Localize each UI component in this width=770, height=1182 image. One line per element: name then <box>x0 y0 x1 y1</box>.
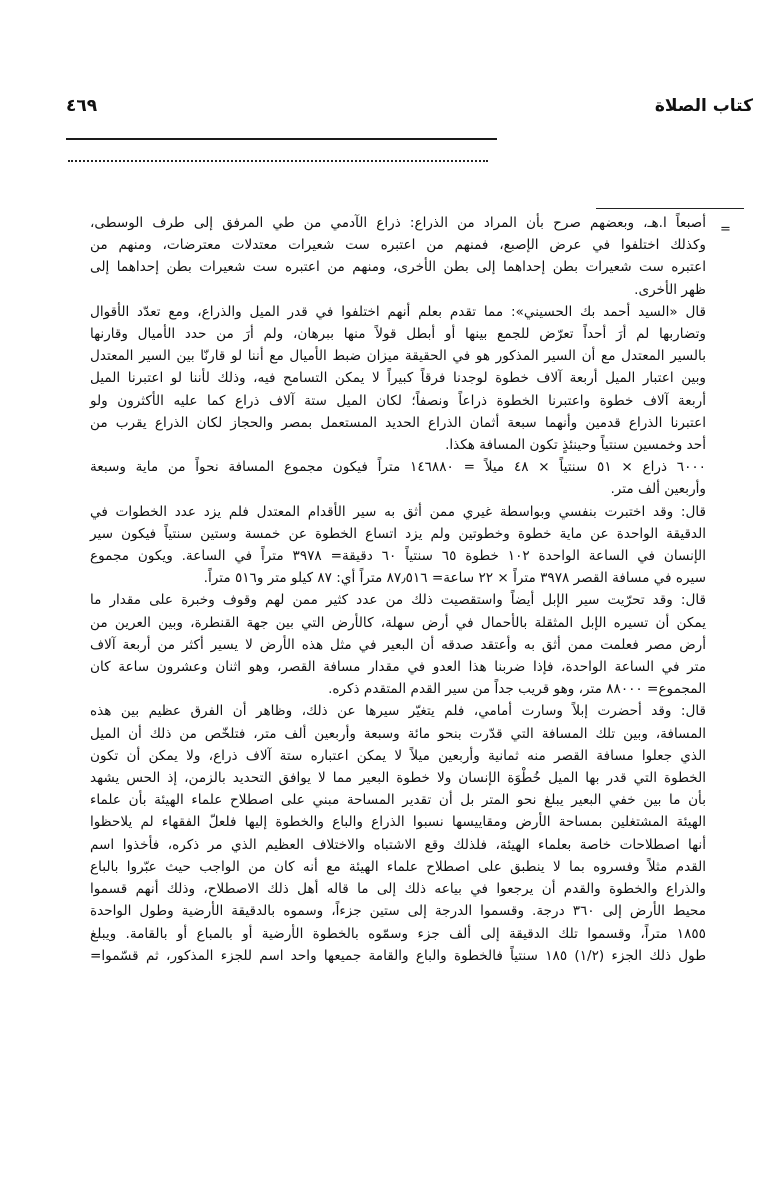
text-line: سيره في مسافة القصر ٣٩٧٨ متراً × ٢٢ ساعة= ٨٧٫٥١٦ متراً أي: ٨٧ كيلو متر و٥١٦ متراً. <box>203 570 706 587</box>
paragraph-1 <box>90 212 706 301</box>
text-line: الخطوة التي قدر بها الميل خُطْوَة الإنسان ولا خطوة البعير مما لا يوافق التحديد بالزمن، إذ الحس يشهد <box>90 770 706 787</box>
text-line: وبين اعتبار الميل أربعة آلاف خطوة لوجدنا فرقاً كبيراً لا يمكن التسامح فيه، وذلك لأننا لو اعتبرنا الميل <box>90 370 706 387</box>
footnote-continues-marker: = <box>90 947 102 964</box>
text-line: أنها اصطلاحات خاصة بعلماء الهيئة، فلذلك وقع الاشتباه والاختلاف العظيم الذي مر ذكره، فأخذوا اسم <box>90 836 706 853</box>
footnote-continuation-marker: = <box>720 222 731 237</box>
book-section-title: كتاب الصلاة <box>654 96 753 116</box>
text-line: ١٨٥٥ متراً، وقسموا تلك الدقيقة إلى ألف جزء وسمّوه بالخطوة الأرضية أو بالمباع أو بالقامة. ويبلغ <box>90 925 706 942</box>
text-line: بالسير المعتدل مع أن السير المذكور هو في الحقيقة ميزان ضبط الأميال مع أننا لو قارنّا بين السير المعتدل <box>90 348 706 365</box>
text-line: قال: وقد اختبرت بنفسي وبواسطة غيري ممن أثق به سير الأقدام المعتدل فلم يزد عدد الخطوات في <box>90 503 706 520</box>
text-line: قال: وقد أحضرت إبلاً وسارت أمامي، فلم يتغيّر سيرها عن ذلك، وظاهر أن الفرق عظيم بين هذه <box>90 703 706 720</box>
page-number: ٤٦٩ <box>66 96 98 116</box>
text-line: أرض مصر فعلمت ممن أثق به وأعتقد صدقه أن البعير في مثل هذه الأرض لا يسير أكثر من أربعة آلاف <box>90 636 706 653</box>
text-line: أربعة آلاف خطوة واعتبرنا الخطوة ذراعاً ونصفاً؛ لكان الميل ستة آلاف ذراع كما عليه الأكثرون ولو <box>90 392 706 409</box>
text-line: الدقيقة الواحدة عن ماية خطوة وخطوتين ولم يزد اتساع الخطوة عن خمسة وستين سنتياً فيكون سير <box>90 525 706 542</box>
text-line: الهيئة المشتغلين بمساحة الأرض ومقاييسها نسبوا الذراع والباع والخطوة إليها فلعلّ الفقهاء لم يلاحظوا <box>90 814 706 831</box>
text-line: ٦٠٠٠ ذراع × ٥١ سنتياً × ٤٨ ميلاً = ١٤٦٨٨٠ متراً فيكون مجموع المسافة نحواً من ماية وسبعة <box>90 459 706 476</box>
text-line: بأن ما بين خفي البعير يبلغ نحو المتر بل أن تقدير المساحة مبني على اصطلاح علماء الهيئة بأن علماء <box>90 792 706 809</box>
text-line: اعتبرنا الذراع قدمين وأنهما سبعة أثمان الذراع الحديد المستعمل بمصر والحجاز لكان الذراع يقرب من <box>90 414 706 431</box>
text-line: قال: وقد تحرّيت سير الإبل أيضاً واستقصيت ذلك من عدد كثير ممن لهم وقوف وخبرة على مقدار ما <box>90 592 706 609</box>
paragraph-2 <box>90 301 706 456</box>
text-line: المسافة، وبين تلك المسافة التي قدّرت بنحو مائة وسبعة وأربعين ألف متر، فتلخّص من ذلك أن الميل <box>90 725 706 742</box>
running-header <box>66 96 753 126</box>
text-line: المجموع= ٨٨٠٠٠ متر، وهو قريب جداً من سير القدم المتقدم ذكره. <box>328 681 706 698</box>
text-line: قال «السيد أحمد بك الحسيني»: مما تقدم بعلم أنهم اختلفوا في قدر الميل والذراع، ومع تعدّد الأقوال <box>90 303 706 320</box>
footnote-text <box>90 212 706 967</box>
text-line: أحد وخمسين سنتياً وحينئذٍ تكون المسافة هكذا. <box>445 437 706 454</box>
paragraph-3 <box>90 456 706 500</box>
text-line: اعتبره ست شعيرات بطن إحداهما إلى بطن الأخرى، ومنهم من اعتبره ست شعيرات بطن إحداهما إلى <box>90 259 706 276</box>
paragraph-4 <box>90 501 706 590</box>
text-line: يمكن أن تسيره الإبل المثقلة بالأحمال في أرض سهلة، كالأرض التي بين جهة القنطرة، وبين العرين من <box>90 614 706 631</box>
text-line <box>90 945 706 967</box>
text-line: وأربعين ألف متر. <box>610 481 706 498</box>
text-line: ظهر الأخرى. <box>634 281 706 298</box>
text-line: والذراع والخطوة والقدم أن يرجعوا في بياعه ذلك إلى ما قاله أهل ذلك الاصطلاح، وذلك أنهم قسموا <box>90 881 706 898</box>
paragraph-6 <box>90 700 706 966</box>
text-line: الإنسان في الساعة الواحدة ١٠٢ خطوة ٦٥ سنتياً ٦٠ دقيقة= ٣٩٧٨ متراً في الساعة. ويكون مجموع <box>90 548 706 565</box>
text-line: أصبعاً ا.هـ، وبعضهم صرح بأن المراد من الذراع: ذراع الآدمي من طي المرفق إلى طرف الوسطى، <box>90 215 706 231</box>
dotted-separator <box>68 160 488 164</box>
text-line: القدم مثلاً وفسروه بما لا ينطبق على اصطلاح علماء الهيئة مع أنه كان من الواجب حيث عبّروا بالباع <box>90 858 706 875</box>
text-line: وتضاربها لم أرَ أحداً تعرّض للجمع بينها أو أبطل قولاً منها ببرهان، ولم أرَ من حدد الأميال وقارنها <box>90 326 706 343</box>
text-line-content: طول ذلك الجزء (١/٢) ١٨٥ سنتياً فالخطوة والباع والقامة جميعها واحد اسم للجزء المذكور، ثم قسّموا <box>101 947 707 964</box>
header-rule <box>66 138 497 140</box>
footnote-rule <box>596 208 744 209</box>
paragraph-5 <box>90 589 706 700</box>
text-line: الذي جعلوا مسافة القصر منه ثمانية وأربعين ميلاً لا يمكن اعتباره ستة آلاف ذراع، ولا يمكن أن تكون <box>90 747 706 764</box>
text-line: محيط الأرض إلى ٣٦٠ درجة. وقسموا الدرجة إلى ستين جزءاً، وسموه بالدقيقة الأرضية وطول الواحدة <box>90 903 706 920</box>
text-line: وكذلك اختلفوا في عرض الإصبع، فمنهم من اعتبره ست شعيرات معتدلات معترضات، ومنهم من <box>90 237 706 254</box>
text-line: متر في الساعة الواحدة، فإذا ضربنا هذا العدو في مقدار مسافة القصر، وهو اثنان وعشرون ساعة كان <box>90 659 706 676</box>
